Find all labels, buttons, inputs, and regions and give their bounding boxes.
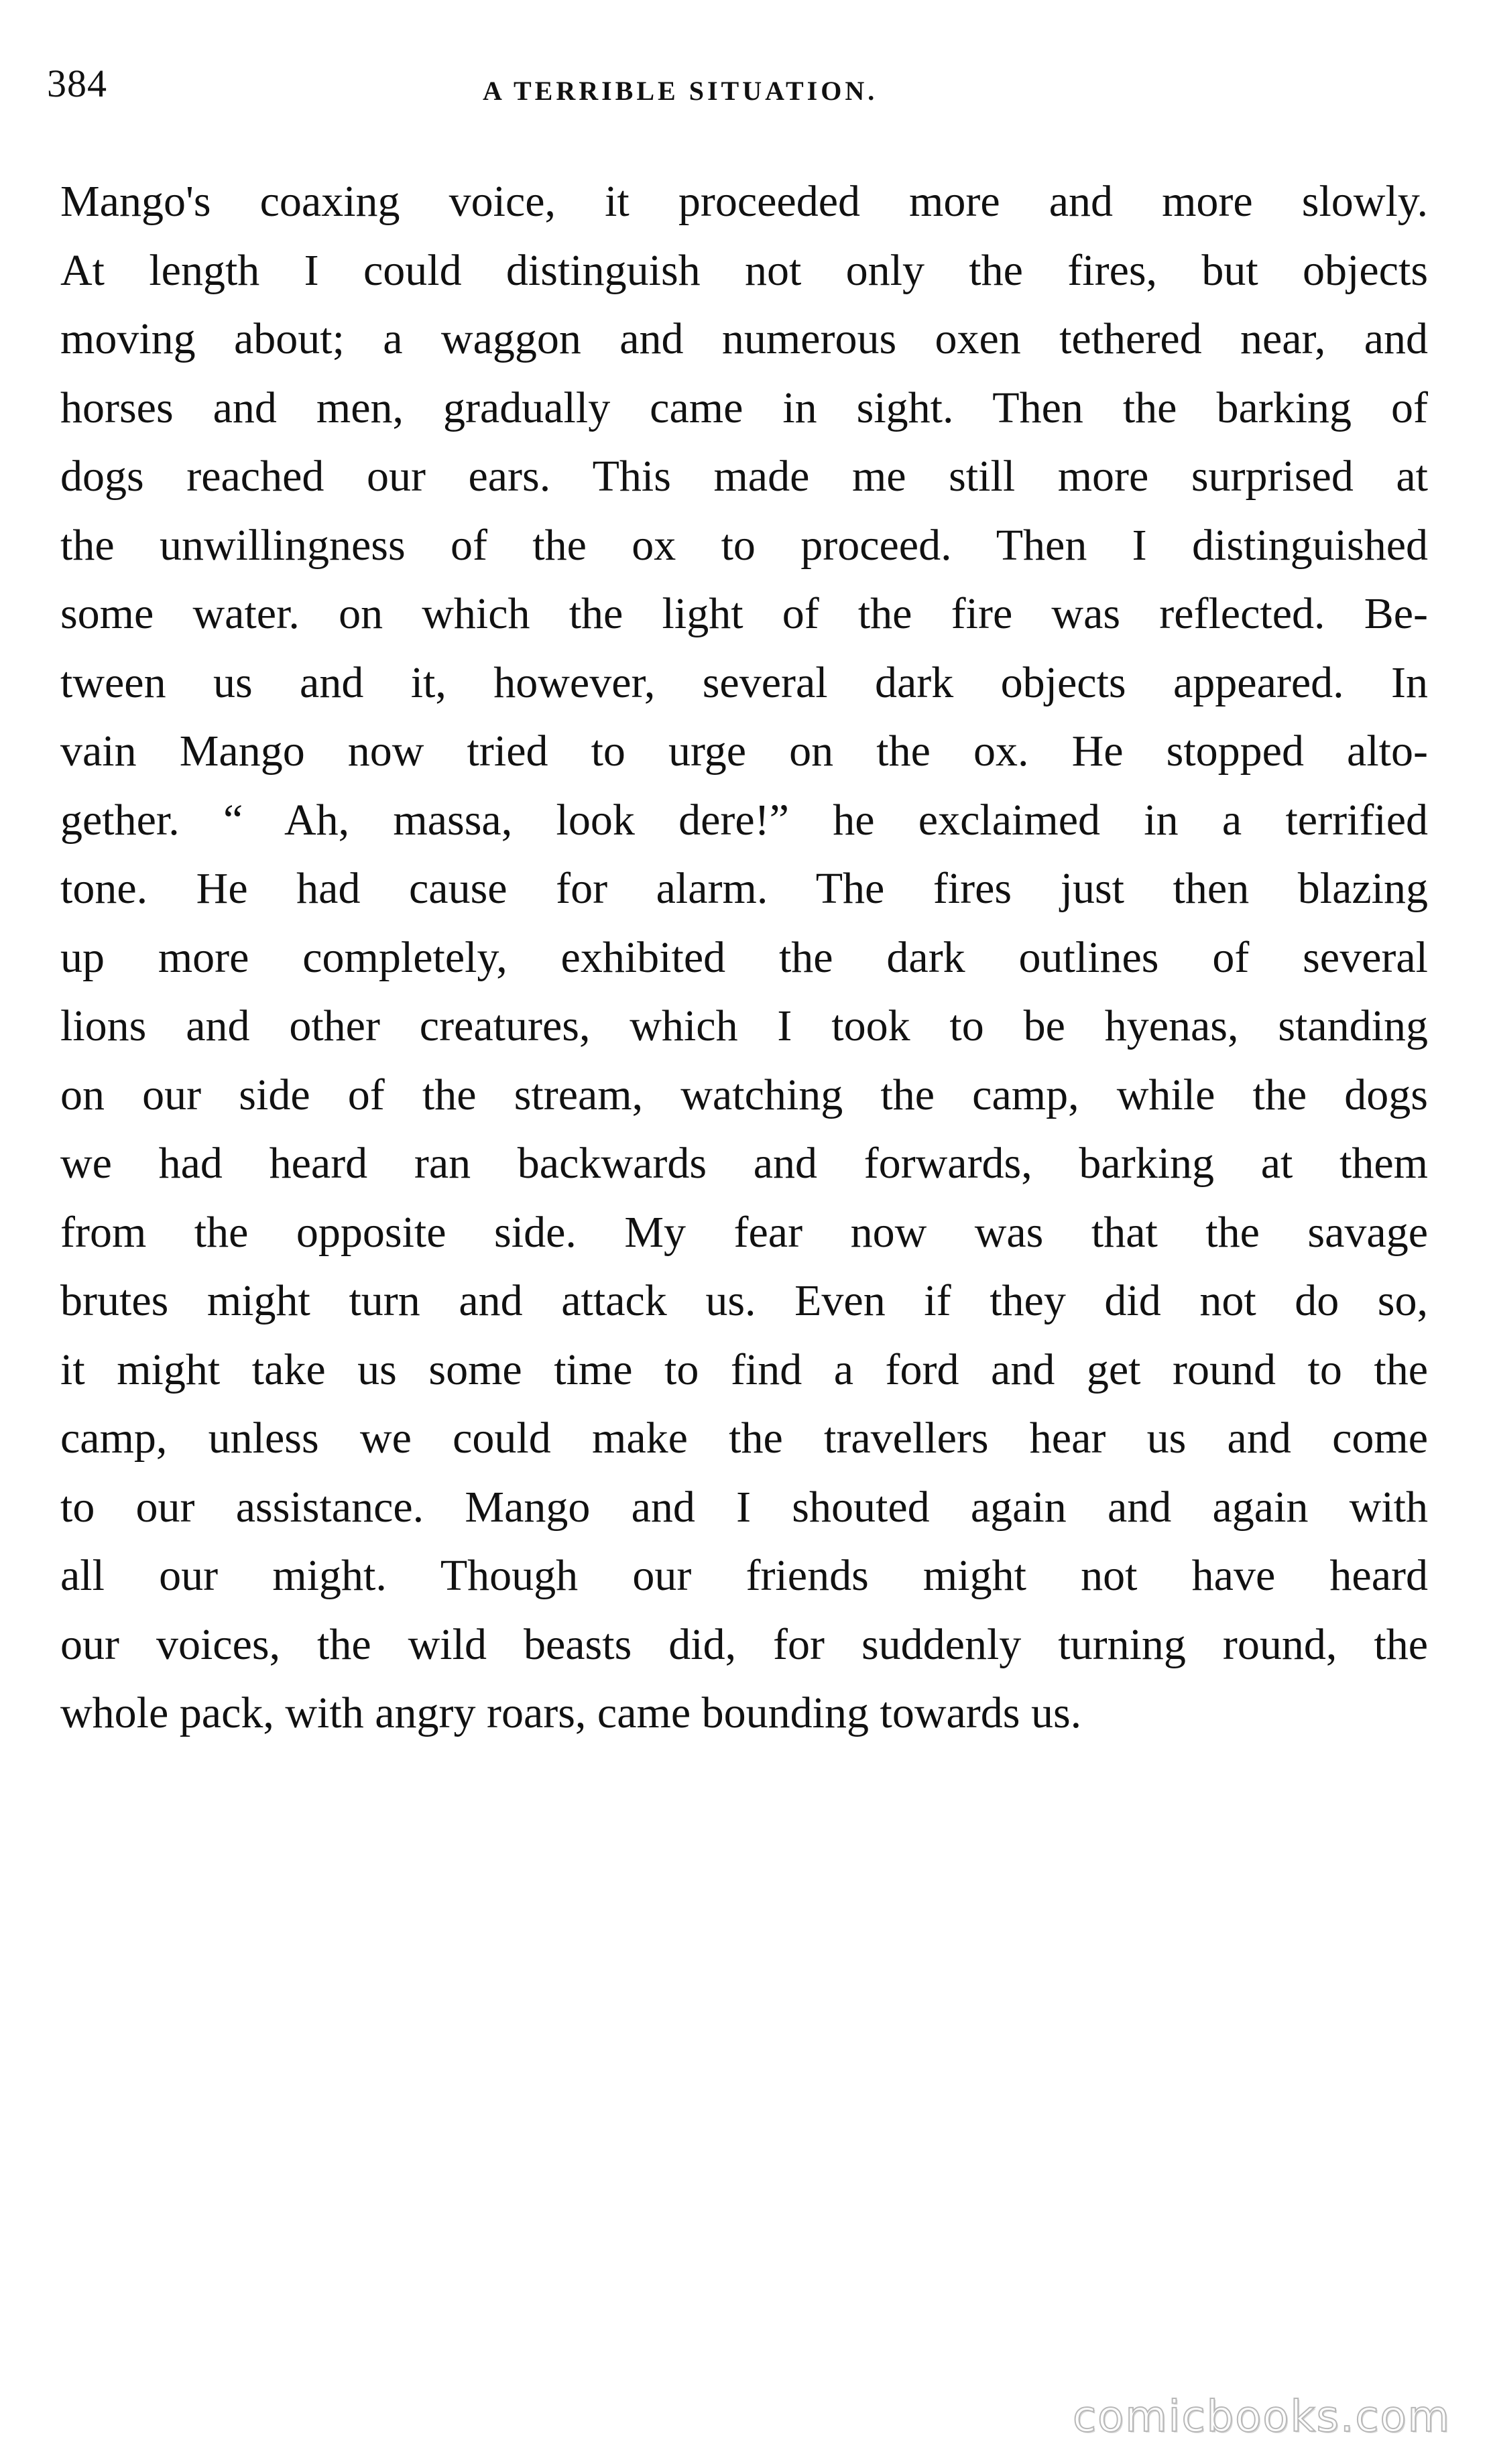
text-line: some water. on which the light of the fire was reflected. Be- [60, 589, 1428, 638]
text-line: camp, unless we could make the travellers hear us and come [60, 1414, 1428, 1463]
text-line: Mango's coaxing voice, it proceeded more and more slowly. [60, 177, 1428, 226]
body-text [60, 168, 1428, 1748]
text-line: horses and men, gradually came in sight. Then the barking of [60, 383, 1428, 432]
running-title: A TERRIBLE SITUATION. [483, 76, 878, 106]
page-number: 384 [47, 62, 107, 105]
text-line: tween us and it, however, several dark objects appeared. In [60, 658, 1428, 707]
text-line: At length I could distinguish not only the fires, but objects [60, 245, 1428, 295]
text-line: dogs reached our ears. This made me still more surprised at [60, 452, 1428, 501]
text-line: on our side of the stream, watching the camp, while the dogs [60, 1070, 1428, 1119]
text-line: up more completely, exhibited the dark outlines of several [60, 932, 1428, 982]
text-line: lions and other creatures, which I took to be hyenas, standing [60, 1001, 1428, 1050]
text-line: moving about; a waggon and numerous oxen tethered near, and [60, 314, 1428, 363]
text-line: we had heard ran backwards and forwards, barking at them [60, 1139, 1428, 1188]
text-line: vain Mango now tried to urge on the ox. He stopped alto- [60, 727, 1428, 776]
text-line: whole pack, with angry roars, came bounding towards us. [60, 1688, 1082, 1737]
text-line: the unwillingness of the ox to proceed. Then I distinguished [60, 520, 1428, 570]
watermark: comicbooks.com [1072, 2392, 1451, 2442]
text-line: brutes might turn and attack us. Even if they did not do so, [60, 1276, 1428, 1325]
text-line: it might take us some time to find a ford and get round to the [60, 1345, 1428, 1394]
text-line: gether. “ Ah, massa, look dere!” he exclaimed in a terrified [60, 795, 1428, 845]
text-line: from the opposite side. My fear now was that the savage [60, 1207, 1428, 1257]
text-line: all our might. Though our friends might not have heard [60, 1551, 1428, 1600]
text-line: our voices, the wild beasts did, for suddenly turning round, the [60, 1619, 1428, 1669]
text-line: tone. He had cause for alarm. The fires just then blazing [60, 864, 1428, 913]
text-line: to our assistance. Mango and I shouted again and again with [60, 1482, 1428, 1532]
